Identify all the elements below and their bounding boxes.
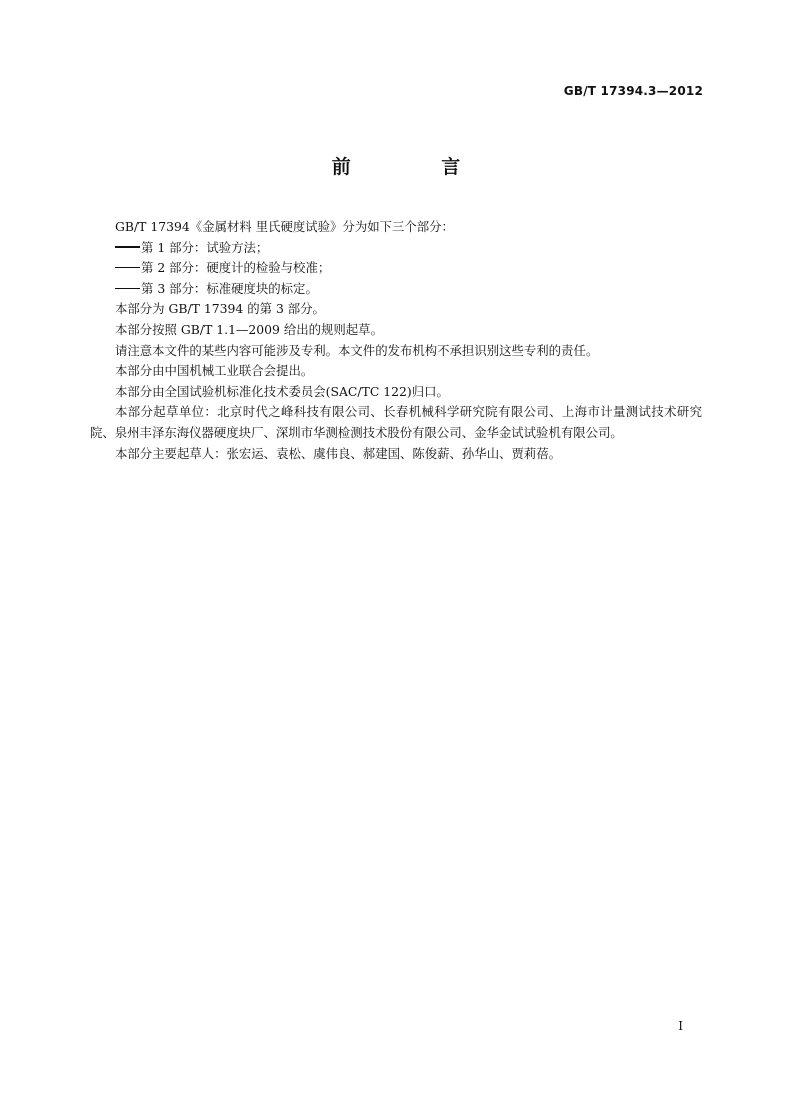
list-item-text: 第 3 部分：标准硬度块的标定。 [141, 280, 318, 296]
paragraph-administered-by: 本部分由全国试验机标准化技术委员会(SAC/TC 122)归口。 [115, 383, 449, 399]
paragraph-patent-notice: 请注意本文件的某些内容可能涉及专利。本文件的发布机构不承担识别这些专利的责任。 [115, 342, 599, 358]
list-item-text: 第 2 部分：硬度计的检验与校准； [141, 260, 331, 276]
em-dash-marker [115, 288, 140, 290]
em-dash-marker [115, 267, 140, 269]
paragraph-parts-intro: GB/T 17394《金属材料 里氏硬度试验》分为如下三个部分： [115, 219, 454, 234]
list-item-part-1 [90, 238, 702, 259]
paragraph-proposed-by: 本部分由中国机械工业联合会提出。 [115, 363, 314, 379]
standard-code-header: GB/T 17394.3—2012 [563, 84, 703, 98]
paragraph-part-scope: 本部分为 GB/T 17394 的第 3 部分。 [115, 301, 325, 317]
paragraph-drafting-rules: 本部分按照 GB/T 1.1—2009 给出的规则起草。 [115, 321, 383, 337]
page-title: 前 言 [331, 156, 503, 178]
page-number: I [678, 1019, 683, 1033]
list-item-part-3 [90, 279, 702, 300]
list-item-part-2 [90, 258, 702, 279]
paragraph-drafters: 本部分主要起草人：张宏运、袁松、虞伟良、郝建国、陈俊薪、孙华山、贾莉蓓。 [115, 445, 562, 461]
list-item-text: 第 1 部分：试验方法； [141, 239, 269, 255]
preface-body [90, 217, 702, 464]
paragraph-drafting-organizations: 本部分起草单位：北京时代之峰科技有限公司、长春机械科学研究院有限公司、上海市计量测试技术研究院、泉州丰泽东海仪器硬度块厂、深圳市华测检测技术股份有限公司、金华金试试验机有限公司。 [90, 404, 702, 440]
em-dash-marker [115, 246, 140, 248]
